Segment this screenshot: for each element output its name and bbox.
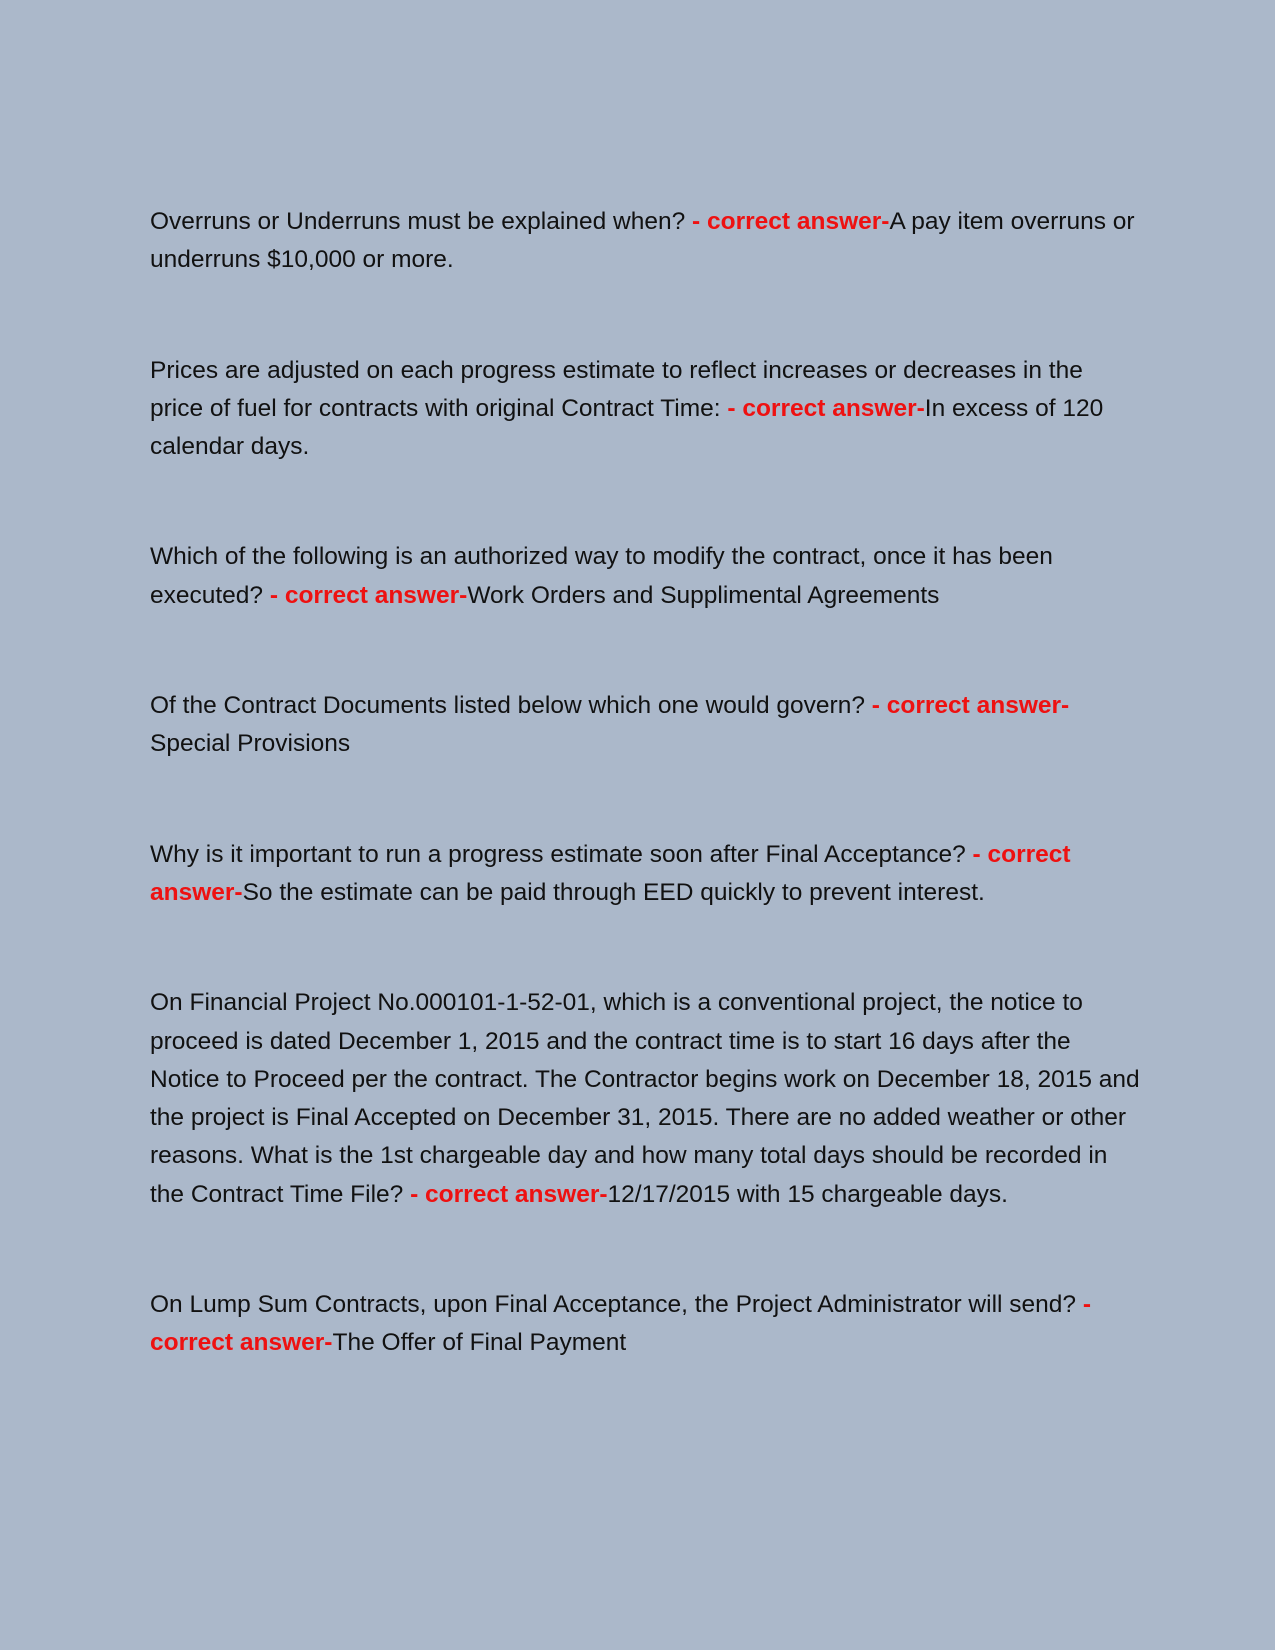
question-text: Overruns or Underruns must be explained when? xyxy=(150,208,686,235)
question-text: Of the Contract Documents listed below which one would govern? xyxy=(150,692,865,720)
answer-marker: - correct answer- xyxy=(727,394,925,422)
question-text: Prices are adjusted on each progress estimate to reflect increases or decreases in the price of fuel for contracts with original Contract Time: xyxy=(150,356,1083,422)
question-text: On Lump Sum Contracts, upon Final Acceptance, the Project Administrator will send? xyxy=(150,1291,1077,1319)
qa-item xyxy=(150,1286,1140,1363)
answer-marker: - correct answer- xyxy=(692,208,890,235)
answer-marker: - correct answer- xyxy=(150,840,1071,906)
answer-text: The Offer of Final Payment xyxy=(332,1329,627,1357)
answer-marker: - correct answer- xyxy=(871,692,1070,720)
question-text: On Financial Project No.000101-1-52-01, which is a conventional project, the notice to proceed is dated December 1, 2015 and the contract time is to start 16 days after the Notice to Proceed per the contract. The Contractor begins work on December 18, 2015 and the project is Final Accepted on December 31, 2015. There are no added weather or other reasons. What is the 1st chargeable day and how many total days should be recorded in the Contract Time File? xyxy=(150,989,1140,1208)
question-text: Why is it important to run a progress estimate soon after Final Acceptance? xyxy=(150,840,966,868)
qa-item xyxy=(150,984,1140,1214)
qa-item xyxy=(150,836,1140,913)
question-text: Which of the following is an authorized way to modify the contract, once it has been executed? xyxy=(150,543,1053,609)
document-page xyxy=(150,203,1140,1363)
answer-marker: - correct answer- xyxy=(269,581,468,609)
answer-text: In excess of 120 calendar days. xyxy=(150,394,1104,461)
qa-item xyxy=(150,538,1140,615)
answer-marker: - correct answer- xyxy=(150,1291,1091,1357)
answer-text: 12/17/2015 with 15 chargeable days. xyxy=(607,1180,1008,1208)
answer-text: So the estimate can be paid through EED quickly to prevent interest. xyxy=(242,878,985,906)
qa-item xyxy=(150,687,1140,764)
answer-text: A pay item overruns or underruns $10,000 or more. xyxy=(150,208,1135,274)
answer-text: Special Provisions xyxy=(150,730,351,758)
qa-item xyxy=(150,352,1140,467)
qa-item xyxy=(150,203,1140,280)
answer-marker: - correct answer- xyxy=(410,1180,608,1208)
answer-text: Work Orders and Supplimental Agreements xyxy=(467,581,940,609)
